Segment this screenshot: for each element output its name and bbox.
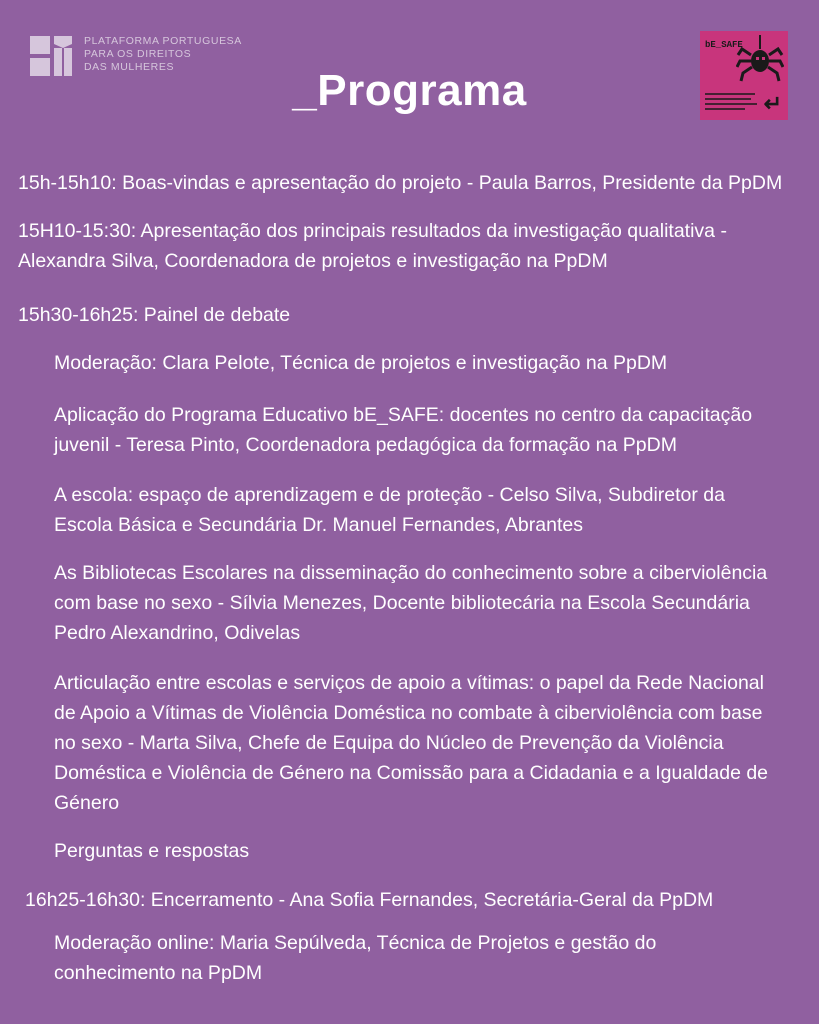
program-line: Perguntas e respostas	[54, 840, 250, 862]
program-line: Alexandra Silva, Coordenadora de projetos e investigação na PpDM	[18, 250, 608, 272]
program-line: Pedro Alexandrino, Odivelas	[54, 622, 301, 644]
program-line: com base no sexo - Sílvia Menezes, Docente bibliotecária na Escola Secundária	[54, 592, 750, 614]
program-item-panel	[18, 300, 290, 330]
program-line: de Apoio a Vítimas de Violência Doméstica no combate à ciberviolência com base	[54, 702, 763, 724]
program-item-talk-3	[54, 558, 767, 648]
organization-name-line: PARA OS DIREITOS	[84, 48, 192, 60]
program-item-talk-2	[54, 480, 725, 540]
program-item-results	[18, 216, 727, 276]
program-item-qa	[54, 836, 249, 866]
program-line: Articulação entre escolas e serviços de apoio a vítimas: o papel da Rede Nacional	[54, 672, 764, 694]
program-line: no sexo - Marta Silva, Chefe de Equipa do Núcleo de Prevenção da Violência	[54, 732, 724, 754]
badge-small-text	[705, 93, 759, 113]
program-line: Escola Básica e Secundária Dr. Manuel Fernandes, Abrantes	[54, 514, 583, 536]
program-line: A escola: espaço de aprendizagem e de proteção - Celso Silva, Subdiretor da	[54, 484, 725, 506]
program-line: As Bibliotecas Escolares na disseminação do conhecimento sobre a ciberviolência	[54, 562, 768, 584]
badge-brand: bE_SAFE	[705, 40, 743, 50]
program-line: 15h-15h10: Boas-vindas e apresentação do projeto - Paula Barros, Presidente da PpDM	[18, 172, 783, 194]
program-item-opening	[18, 168, 782, 198]
organization-name-line: PLATAFORMA PORTUGUESA	[84, 35, 242, 47]
program-item-closing	[25, 885, 713, 915]
program-line: conhecimento na PpDM	[54, 962, 263, 984]
page-title: _Programa	[292, 66, 527, 115]
program-item-talk-1	[54, 400, 752, 460]
program-line: 15h30-16h25: Painel de debate	[18, 304, 291, 326]
program-item-talk-4	[54, 668, 768, 818]
return-arrow-icon: ↵	[763, 91, 782, 116]
organization-name-line: DAS MULHERES	[84, 61, 175, 73]
program-line: 15H10-15:30: Apresentação dos principais resultados da investigação qualitativa -	[18, 220, 727, 242]
program-line: juvenil - Teresa Pinto, Coordenadora pedagógica da formação na PpDM	[54, 434, 677, 456]
program-line: 16h25-16h30: Encerramento - Ana Sofia Fernandes, Secretária-Geral da PpDM	[25, 889, 714, 911]
program-line: Moderação online: Maria Sepúlveda, Técnica de Projetos e gestão do	[54, 932, 657, 954]
besafe-badge	[700, 31, 788, 120]
program-line: Doméstica e Violência de Género na Comissão para a Cidadania e a Igualdade de	[54, 762, 769, 784]
spider-icon	[736, 35, 784, 93]
program-line: Aplicação do Programa Educativo bE_SAFE: docentes no centro da capacitação	[54, 404, 753, 426]
program-line: Género	[54, 792, 120, 814]
program-item-moderation	[54, 348, 667, 378]
program-line: Moderação: Clara Pelote, Técnica de projetos e investigação na PpDM	[54, 352, 668, 374]
program-item-online-moderation	[54, 928, 656, 988]
